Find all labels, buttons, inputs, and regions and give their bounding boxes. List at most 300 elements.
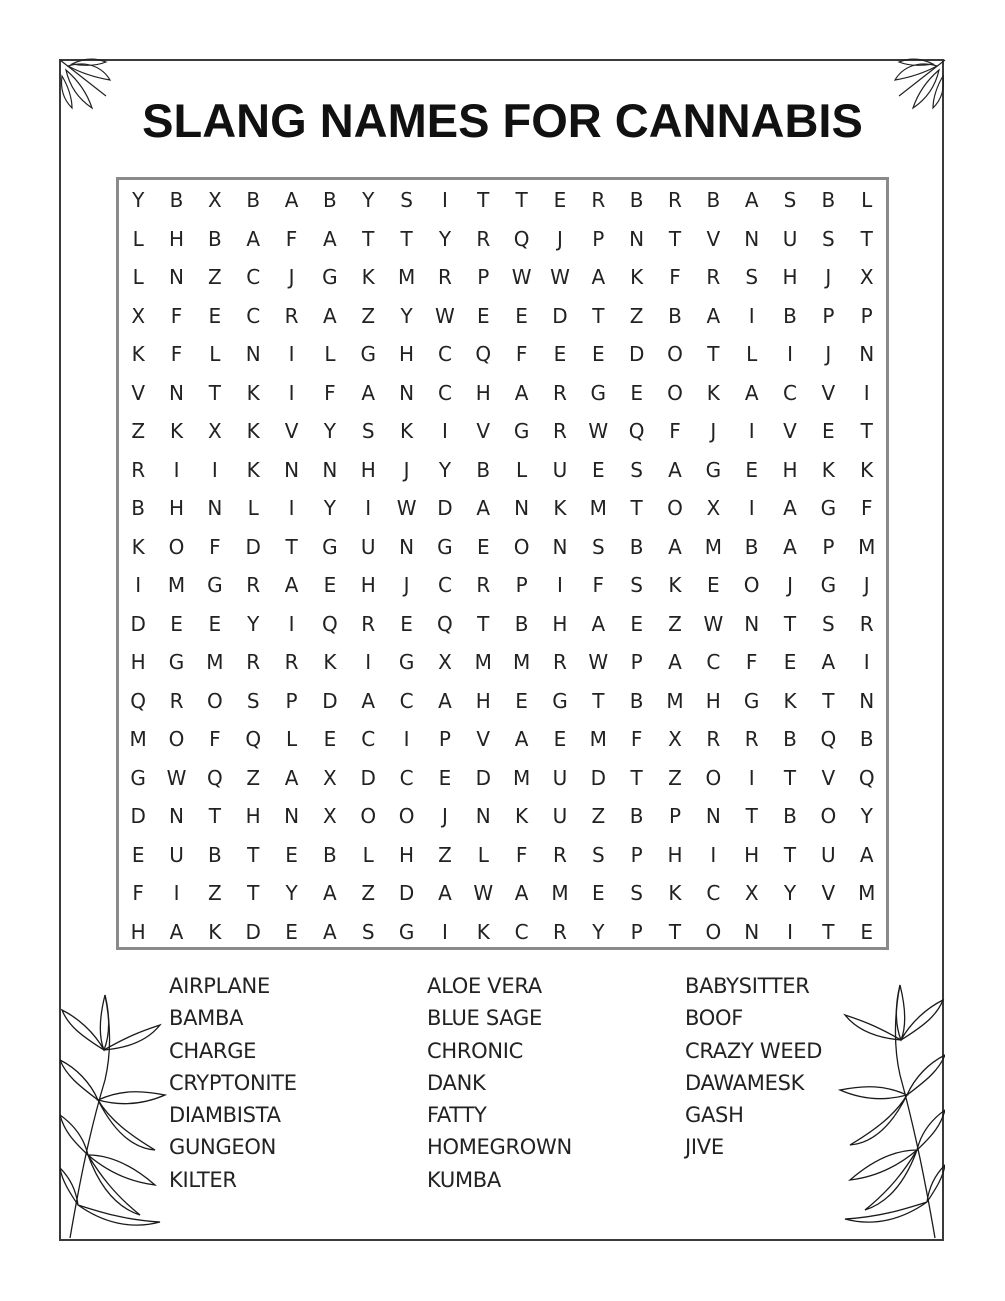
grid-letter: A: [706, 303, 721, 328]
grid-row: [119, 258, 886, 297]
grid-letter: N: [169, 380, 184, 405]
grid-letter: A: [744, 380, 759, 405]
grid-letter: P: [592, 226, 605, 251]
grid-letter: Q: [858, 765, 875, 790]
grid-letter: G: [513, 419, 530, 443]
grid-letter: J: [403, 573, 410, 597]
grid-letter: T: [860, 226, 873, 251]
grid-letter: F: [209, 534, 221, 559]
grid-letter: I: [288, 380, 295, 405]
grid-letter: F: [132, 881, 144, 905]
grid-letter: A: [591, 611, 606, 636]
grid-letter: A: [668, 650, 682, 674]
grid-letter: P: [630, 842, 643, 867]
grid-letter: G: [820, 573, 837, 597]
grid-row: [119, 528, 886, 567]
grid-letter: M: [474, 650, 492, 674]
grid-letter: M: [512, 650, 531, 674]
grid-letter: T: [285, 534, 298, 559]
grid-letter: S: [591, 534, 605, 559]
word-item: FATTY: [427, 1103, 487, 1128]
grid-letter: C: [361, 727, 376, 751]
grid-letter: B: [629, 534, 644, 559]
grid-letter: X: [744, 881, 759, 905]
grid-letter: A: [284, 188, 299, 212]
grid-letter: B: [629, 688, 644, 713]
word-item: CHRONIC: [427, 1038, 524, 1063]
grid-letter: A: [438, 688, 452, 713]
grid-letter: K: [323, 650, 337, 674]
grid-letter: D: [475, 765, 491, 790]
grid-letter: T: [668, 226, 682, 251]
grid-letter: H: [475, 688, 491, 713]
grid-letter: Z: [208, 265, 222, 289]
grid-letter: P: [630, 919, 643, 944]
grid-letter: S: [246, 688, 260, 713]
grid-letter: P: [822, 303, 835, 328]
grid-letter: E: [323, 727, 337, 751]
grid-letter: N: [322, 457, 338, 482]
grid-letter: E: [783, 650, 797, 674]
grid-letter: E: [630, 611, 643, 636]
grid-letter: H: [705, 688, 721, 713]
grid-letter: C: [437, 342, 452, 366]
grid-letter: E: [745, 457, 758, 482]
grid-letter: R: [706, 727, 721, 751]
grid-letter: R: [591, 188, 606, 212]
grid-letter: W: [166, 765, 187, 790]
grid-letter: D: [245, 534, 261, 559]
grid-letter: F: [209, 727, 221, 751]
grid-letter: N: [744, 611, 760, 636]
grid-letter: E: [285, 919, 298, 944]
grid-letter: N: [859, 342, 875, 366]
grid-letter: T: [707, 342, 720, 366]
grid-row: [119, 913, 886, 952]
grid-letter: R: [553, 380, 567, 405]
grid-letter: T: [477, 188, 490, 212]
grid-letter: T: [400, 226, 413, 251]
grid-letter: V: [821, 881, 836, 905]
grid-letter: I: [787, 342, 793, 366]
grid-letter: M: [589, 496, 607, 520]
grid-letter: O: [513, 534, 530, 559]
grid-letter: L: [861, 188, 873, 212]
grid-letter: Q: [130, 688, 147, 713]
grid-letter: I: [710, 842, 717, 867]
grid-letter: T: [783, 611, 797, 636]
grid-letter: E: [208, 611, 222, 636]
grid-letter: T: [247, 842, 260, 867]
grid-letter: E: [476, 534, 490, 559]
grid-letter: T: [860, 419, 873, 443]
grid-letter: B: [783, 303, 797, 328]
grid-letter: C: [437, 380, 452, 405]
grid-letter: T: [247, 881, 260, 905]
grid-row: [119, 874, 886, 913]
word-list-column-3: [685, 970, 822, 1164]
grid-letter: I: [403, 727, 410, 751]
grid-letter: J: [787, 573, 793, 597]
grid-letter: A: [246, 226, 261, 251]
grid-row: [119, 836, 886, 875]
grid-letter: N: [284, 457, 300, 482]
grid-letter: D: [245, 919, 261, 944]
word-item: HOMEGROWN: [427, 1135, 572, 1160]
grid-letter: G: [743, 688, 760, 713]
grid-letter: B: [514, 611, 529, 636]
grid-letter: O: [667, 342, 683, 366]
grid-letter: E: [515, 688, 528, 713]
grid-letter: N: [169, 804, 184, 828]
grid-letter: R: [476, 226, 491, 251]
grid-letter: K: [860, 457, 874, 482]
grid-letter: U: [552, 765, 568, 790]
word-item: CHARGE: [169, 1038, 257, 1063]
grid-letter: P: [822, 534, 835, 559]
grid-letter: B: [744, 534, 759, 559]
grid-letter: K: [246, 457, 260, 482]
grid-row: [119, 797, 886, 836]
grid-letter: G: [168, 650, 185, 674]
grid-letter: R: [361, 611, 376, 636]
grid-letter: A: [783, 534, 797, 559]
grid-letter: C: [399, 688, 414, 713]
grid-letter: R: [553, 419, 567, 443]
grid-letter: Y: [323, 496, 336, 520]
grid-letter: B: [668, 303, 682, 328]
grid-letter: N: [207, 496, 223, 520]
grid-letter: J: [710, 419, 717, 443]
grid-row: [119, 374, 886, 413]
grid-letter: B: [859, 727, 874, 751]
grid-letter: I: [211, 457, 218, 482]
grid-letter: M: [167, 573, 186, 597]
grid-letter: L: [362, 842, 374, 867]
grid-letter: R: [437, 265, 452, 289]
grid-letter: N: [475, 804, 491, 828]
grid-letter: B: [207, 226, 222, 251]
word-item: ALOE VERA: [427, 974, 542, 998]
grid-letter: T: [822, 688, 835, 713]
grid-letter: I: [748, 303, 755, 328]
grid-row: [119, 297, 886, 336]
grid-letter: G: [322, 534, 338, 559]
grid-letter: D: [322, 688, 338, 713]
grid-letter: C: [706, 650, 721, 674]
grid-letter: O: [743, 573, 760, 597]
grid-letter: I: [748, 496, 755, 520]
grid-letter: Z: [668, 611, 682, 636]
grid-letter: H: [360, 573, 376, 597]
grid-letter: E: [860, 919, 874, 944]
grid-letter: S: [361, 919, 375, 944]
grid-letter: E: [630, 380, 643, 405]
grid-letter: Q: [820, 727, 837, 751]
grid-letter: I: [863, 380, 870, 405]
grid-letter: D: [360, 765, 376, 790]
grid-letter: H: [168, 496, 185, 520]
grid-letter: G: [130, 765, 146, 790]
grid-letter: E: [591, 342, 605, 366]
grid-letter: P: [630, 650, 643, 674]
grid-letter: Y: [247, 611, 260, 636]
grid-letter: O: [168, 534, 185, 559]
grid-letter: W: [550, 265, 570, 289]
grid-letter: A: [169, 919, 184, 944]
grid-letter: S: [400, 188, 413, 212]
grid-letter: N: [705, 804, 721, 828]
grid-letter: P: [285, 688, 298, 713]
grid-letter: W: [396, 496, 417, 520]
grid-letter: N: [399, 534, 415, 559]
grid-letter: T: [822, 919, 835, 944]
grid-letter: Q: [513, 226, 530, 251]
grid-letter: I: [787, 919, 793, 944]
grid-letter: Q: [475, 342, 492, 366]
grid-letter: P: [668, 804, 682, 828]
grid-letter: N: [284, 804, 300, 828]
word-item: BABYSITTER: [685, 974, 810, 998]
word-item: DAWAMESK: [685, 1070, 805, 1095]
grid-letter: E: [285, 842, 298, 867]
grid-letter: A: [514, 881, 529, 905]
grid-letter: M: [551, 881, 569, 905]
grid-letter: T: [208, 804, 221, 828]
grid-letter: F: [630, 727, 643, 751]
grid-letter: R: [284, 650, 299, 674]
grid-letter: X: [668, 727, 682, 751]
grid-letter: O: [667, 380, 683, 405]
grid-row: [119, 566, 886, 605]
grid-letter: V: [821, 380, 836, 405]
grid-letter: B: [783, 804, 797, 828]
grid-letter: A: [438, 881, 452, 905]
grid-letter: N: [514, 496, 530, 520]
grid-letter: K: [476, 919, 490, 944]
word-item: BOOF: [685, 1006, 743, 1031]
grid-letter: B: [783, 727, 797, 751]
grid-letter: O: [705, 765, 722, 790]
grid-letter: Q: [437, 611, 453, 636]
grid-letter: P: [477, 265, 490, 289]
grid-letter: M: [858, 534, 876, 559]
grid-letter: C: [246, 265, 261, 289]
grid-letter: Y: [132, 188, 145, 212]
grid-row: [119, 720, 886, 759]
grid-letter: G: [552, 688, 568, 713]
grid-letter: M: [129, 727, 147, 751]
grid-letter: N: [629, 226, 645, 251]
grid-letter: D: [437, 496, 453, 520]
grid-letter: E: [131, 842, 145, 867]
grid-letter: B: [821, 188, 836, 212]
grid-letter: T: [208, 380, 221, 405]
grid-letter: Y: [592, 919, 605, 944]
grid-letter: M: [397, 265, 416, 289]
word-item: GASH: [685, 1103, 744, 1128]
grid-letter: B: [169, 188, 184, 212]
grid-letter: A: [476, 496, 491, 520]
grid-letter: R: [169, 688, 184, 713]
grid-letter: F: [860, 496, 873, 520]
grid-letter: A: [514, 727, 529, 751]
grid-row: [119, 682, 886, 721]
grid-letter: W: [473, 881, 494, 905]
grid-letter: M: [704, 534, 722, 559]
grid-letter: T: [630, 496, 643, 520]
grid-letter: W: [588, 650, 609, 674]
grid-letter: B: [629, 188, 644, 212]
grid-letter: G: [360, 342, 376, 366]
grid-letter: Q: [628, 419, 645, 443]
grid-letter: J: [288, 265, 295, 289]
grid-letter: I: [135, 573, 142, 597]
grid-letter: D: [552, 303, 568, 328]
grid-letter: N: [245, 342, 261, 366]
grid-letter: Y: [438, 457, 452, 482]
grid-letter: O: [667, 496, 683, 520]
grid-letter: H: [744, 842, 760, 867]
grid-letter: V: [706, 226, 721, 251]
grid-letter: Y: [783, 881, 797, 905]
grid-letter: T: [362, 226, 375, 251]
word-item: CRAZY WEED: [685, 1038, 823, 1063]
grid-letter: K: [821, 457, 835, 482]
grid-letter: R: [553, 919, 567, 944]
grid-letter: K: [783, 688, 797, 713]
grid-letter: K: [361, 265, 375, 289]
word-search-grid: [116, 177, 889, 950]
grid-letter: R: [476, 573, 491, 597]
grid-letter: E: [170, 611, 183, 636]
grid-letter: T: [745, 804, 758, 828]
grid-letter: J: [825, 342, 832, 366]
grid-letter: J: [863, 573, 870, 597]
grid-letter: W: [435, 303, 455, 328]
grid-letter: S: [822, 226, 835, 251]
grid-letter: R: [246, 573, 261, 597]
grid-letter: D: [398, 881, 415, 905]
grid-letter: T: [783, 765, 797, 790]
grid-letter: U: [169, 842, 184, 867]
page-title: SLANG NAMES FOR CANNABIS: [142, 94, 863, 147]
cannabis-plant-bottom-left-icon: [60, 990, 170, 1240]
grid-letter: A: [284, 573, 299, 597]
word-item: DANK: [427, 1070, 486, 1095]
grid-letter: A: [668, 457, 682, 482]
grid-letter: Z: [246, 765, 261, 790]
grid-letter: D: [628, 342, 645, 366]
grid-letter: K: [400, 419, 414, 443]
grid-letter: B: [706, 188, 721, 212]
grid-letter: F: [669, 419, 681, 443]
grid-letter: A: [361, 380, 376, 405]
grid-letter: G: [207, 573, 223, 597]
grid-letter: H: [399, 342, 415, 366]
grid-letter: G: [590, 380, 607, 405]
grid-letter: H: [399, 842, 415, 867]
grid-letter: U: [821, 842, 836, 867]
grid-letter: D: [130, 611, 146, 636]
grid-letter: I: [288, 342, 295, 366]
word-item: AIRPLANE: [169, 974, 270, 998]
grid-letter: R: [706, 265, 721, 289]
grid-letter: V: [131, 380, 146, 405]
grid-letter: E: [591, 881, 605, 905]
grid-letter: X: [323, 765, 337, 790]
grid-letter: E: [515, 303, 528, 328]
grid-letter: Z: [668, 765, 682, 790]
grid-letter: L: [516, 457, 528, 482]
grid-letter: R: [668, 188, 682, 212]
grid-letter: E: [591, 457, 605, 482]
grid-letter: T: [630, 765, 643, 790]
grid-letter: E: [476, 303, 490, 328]
grid-letter: S: [591, 842, 605, 867]
grid-letter: X: [438, 650, 452, 674]
grid-letter: E: [553, 342, 567, 366]
grid-letter: S: [630, 573, 643, 597]
grid-letter: H: [782, 265, 798, 289]
grid-letter: C: [514, 919, 529, 944]
grid-row: [119, 335, 886, 374]
word-item: JIVE: [685, 1135, 724, 1160]
grid-row: [119, 605, 886, 644]
grid-letter: F: [324, 380, 336, 405]
grid-letter: H: [475, 380, 491, 405]
grid-letter: L: [247, 496, 259, 520]
grid-letter: S: [361, 419, 375, 443]
grid-letter: D: [590, 765, 606, 790]
grid-letter: R: [246, 650, 261, 674]
word-item: CRYPTONITE: [169, 1070, 297, 1095]
grid-letter: B: [207, 842, 222, 867]
grid-letter: Y: [860, 804, 873, 828]
grid-letter: K: [668, 881, 682, 905]
grid-letter: F: [515, 842, 528, 867]
grid-letter: X: [323, 804, 337, 828]
grid-letter: A: [323, 226, 337, 251]
grid-letter: K: [169, 419, 184, 443]
grid-letter: Q: [322, 611, 338, 636]
grid-letter: I: [441, 188, 448, 212]
grid-letter: X: [131, 303, 146, 328]
grid-letter: O: [206, 688, 223, 713]
grid-letter: M: [589, 727, 607, 751]
grid-letter: M: [512, 765, 531, 790]
grid-letter: F: [515, 342, 528, 366]
grid-letter: R: [131, 457, 146, 482]
grid-letter: X: [859, 265, 874, 289]
grid-letter: J: [403, 457, 410, 482]
grid-letter: V: [476, 727, 491, 751]
grid-letter: E: [438, 765, 452, 790]
grid-letter: G: [398, 650, 415, 674]
grid-letter: L: [132, 226, 144, 251]
grid-letter: K: [131, 342, 145, 366]
grid-letter: Z: [629, 303, 644, 328]
grid-row: [119, 759, 886, 798]
grid-letter: T: [668, 919, 682, 944]
grid-letter: L: [324, 342, 336, 366]
grid-letter: F: [170, 303, 183, 328]
grid-letter: I: [173, 457, 180, 482]
grid-letter: Q: [245, 727, 262, 751]
grid-letter: A: [591, 265, 606, 289]
grid-letter: H: [130, 650, 146, 674]
grid-letter: M: [858, 881, 876, 905]
